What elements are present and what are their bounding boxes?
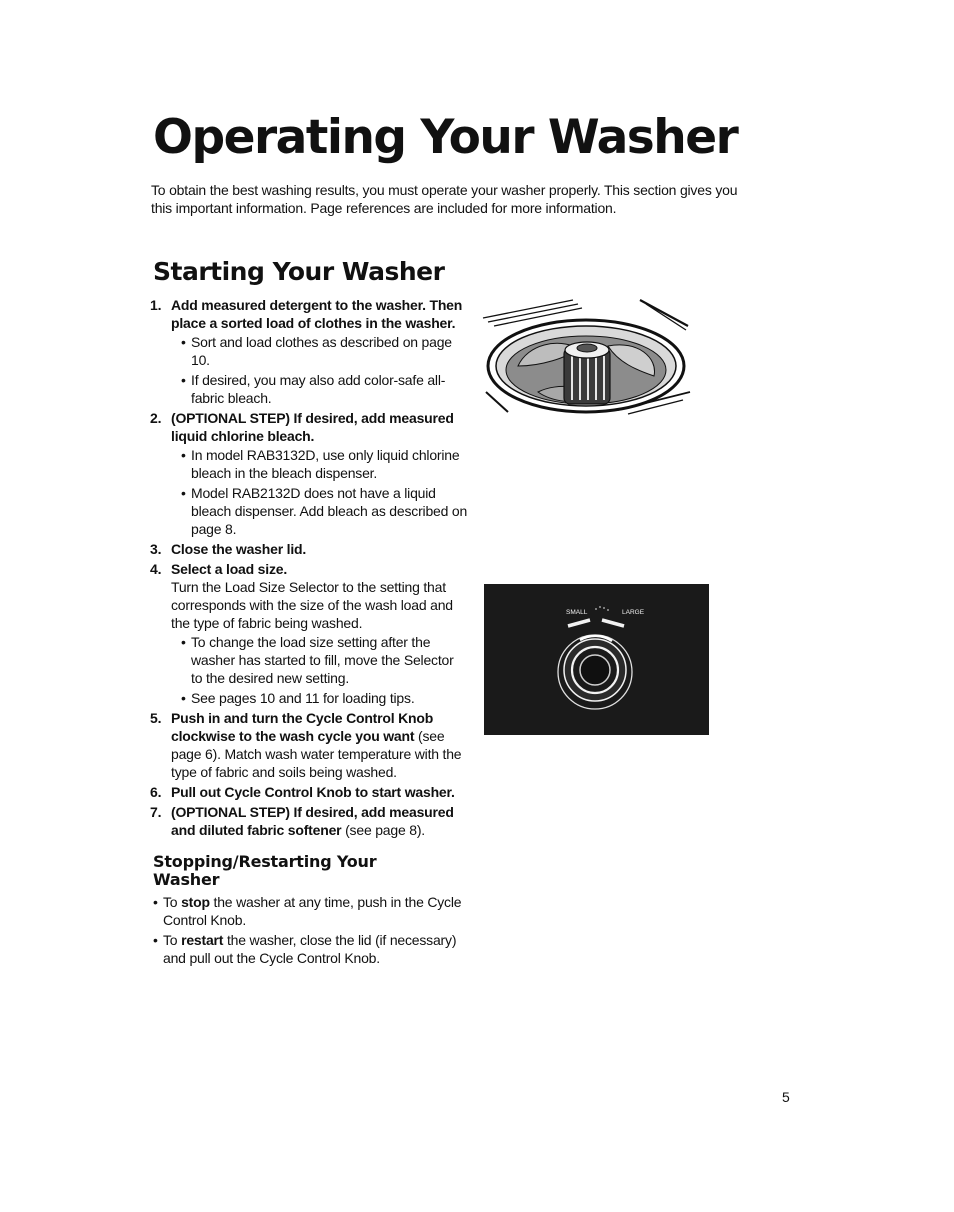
step-number: 1.: [150, 297, 162, 313]
step-3: [150, 540, 468, 558]
bullet-item: [181, 484, 468, 538]
bullet-icon: •: [153, 894, 158, 910]
step-4: [150, 560, 468, 707]
text-pre: To: [163, 932, 182, 948]
page-title: Operating Your Washer: [153, 110, 738, 165]
step-6: [150, 783, 468, 801]
step-paragraph: Turn the Load Size Selector to the setting that corresponds with the size of the wash load and the type of fabric being washed.: [171, 579, 453, 631]
step-instruction: Pull out Cycle Control Knob to start washer.: [171, 784, 455, 800]
step-number: 4.: [150, 561, 162, 577]
text-emphasis: restart: [181, 932, 224, 948]
restart-instruction: [153, 931, 468, 967]
bullet-text: Sort and load clothes as described on page 10.: [191, 334, 452, 368]
bullet-item: [181, 689, 468, 707]
stop-instruction: [153, 893, 468, 929]
step-number: 7.: [150, 804, 162, 820]
step-instruction: Close the washer lid.: [171, 541, 307, 557]
label-small: SMALL: [566, 609, 588, 616]
step-number: 3.: [150, 541, 162, 557]
step-detail: (see page 8).: [341, 822, 425, 838]
bullet-item: [181, 371, 468, 407]
bullet-icon: •: [181, 447, 186, 463]
bullet-icon: •: [181, 690, 186, 706]
bullet-text: If desired, you may also add color-safe all-fabric bleach.: [191, 372, 446, 406]
intro-paragraph: To obtain the best washing results, you must operate your washer properly. This section gives you this important information. Page references are included for more information.: [151, 182, 738, 216]
bullet-text: In model RAB3132D, use only liquid chlorine bleach in the bleach dispenser.: [191, 447, 460, 481]
page-number: 5: [782, 1089, 790, 1105]
bullet-icon: •: [181, 334, 186, 350]
washer-tub-illustration: [478, 296, 698, 416]
load-size-knob-illustration: [484, 584, 709, 735]
text-pre: To: [163, 894, 182, 910]
step-number: 2.: [150, 410, 162, 426]
bullet-icon: •: [181, 634, 186, 650]
bullet-item: [181, 446, 468, 482]
step-1: [150, 296, 468, 407]
step-instruction: Select a load size.: [171, 561, 288, 577]
step-7: [150, 803, 468, 839]
instructions-column: [150, 296, 468, 969]
bullet-text: See pages 10 and 11 for loading tips.: [191, 690, 415, 706]
text-post: the washer at any time, push in the Cycle Control Knob.: [163, 894, 462, 928]
bullet-item: [181, 333, 468, 369]
step-5: [150, 709, 468, 781]
step-2: [150, 409, 468, 538]
section-heading-stopping: Stopping/Restarting Your Washer: [153, 852, 377, 889]
bullet-text: To change the load size setting after the washer has started to fill, move the Selector to the desired new setting.: [191, 634, 454, 686]
label-large: LARGE: [622, 609, 645, 616]
text-emphasis: stop: [181, 894, 210, 910]
knob-panel-graphic: [484, 584, 709, 735]
step-detail: (see page 6). Match wash water temperature with the type of fabric and soils being washed.: [171, 728, 462, 780]
section-heading-starting: Starting Your Washer: [153, 257, 445, 286]
step-instruction: Push in and turn the Cycle Control Knob clockwise to the wash cycle you want: [171, 710, 434, 744]
step-number: 5.: [150, 710, 162, 726]
text-post: the washer, close the lid (if necessary) and pull out the Cycle Control Knob.: [163, 932, 457, 966]
step-instruction: Add measured detergent to the washer. Then place a sorted load of clothes in the washer.: [171, 297, 463, 331]
step-instruction: (OPTIONAL STEP) If desired, add measured and diluted fabric softener: [171, 804, 454, 838]
step-instruction: (OPTIONAL STEP) If desired, add measured liquid chlorine bleach.: [171, 410, 454, 444]
bullet-text: Model RAB2132D does not have a liquid bleach dispenser. Add bleach as described on page 8.: [191, 485, 468, 537]
bullet-icon: •: [181, 372, 186, 388]
bullet-icon: •: [181, 485, 186, 501]
bullet-item: [181, 633, 468, 687]
bullet-icon: •: [153, 932, 158, 948]
step-number: 6.: [150, 784, 162, 800]
